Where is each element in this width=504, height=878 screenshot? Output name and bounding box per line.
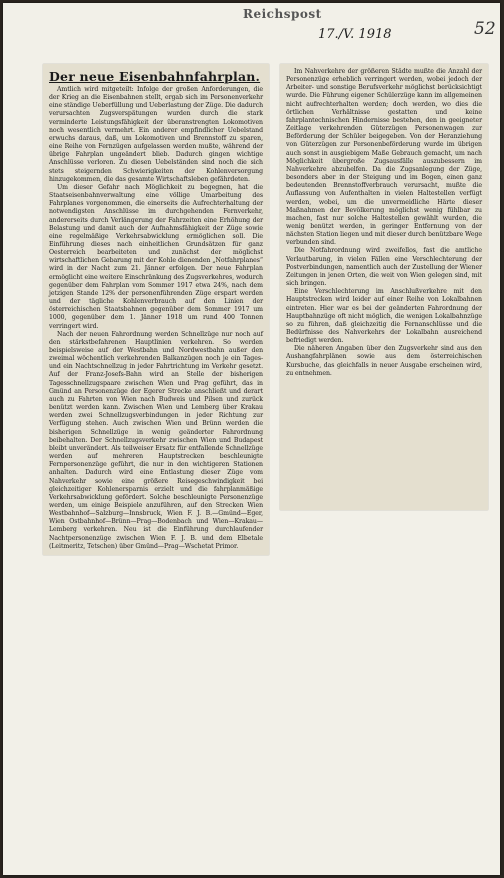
article-paragraph: Die Notfahrordnung wird zweifellos, fast die amtliche Verlautbarung, in vielen Fällen eine Verschlechterung der Postverbindungen, namentlich auch der Zustellung der Wiener Zeitungen in jenen Orten, die weit von Wien gelegen sind, mit sich bringen. <box>286 247 482 288</box>
article-paragraph: Amtlich wird mitgeteilt: Infolge der großen Anforderungen, die der Krieg an die Eisenbahnen stellt, ergab sich im Personenverkehr eine ständige Ueberfüllung und Ueberlastung der Züge. Die dadurch verursachten Zugsverspätungen wurden durch die stark verminderte Leistungsfähigkeit der überanstrengten Lokomotiven noch wesentlich vermehrt. Ein anderer empfindlicher Uebelstand erwuchs daraus, daß, um Lokomotiven und Brennstoff zu sparen, eine Reihe von Fernzügen aufgelassen werden mußte, während der übrige Fahrplan ungeändert blieb. Dadurch gingen wichtige Anschlüsse verloren. Zu diesen Uebelständen sind noch die sich stets steigernden Schwierigkeiten der Kohlenversorgung hinzugekommen, die das gesamte Wirtschaftsleben gefährdeten. <box>49 86 263 183</box>
article-paragraph: Im Nahverkehre der größeren Städte mußte die Anzahl der Personenzüge erheblich verringert werden, wobei jedoch der Arbeiter- und sonstige Berufsverkehr möglichst berücksichtigt wurde. Die Führung eigener Schülerzüge kann im allgemeinen nicht aufrechterhalten werden; doch werden, wo dies die örtlichen Verhältnisse gestatten und keine fahrplantechnischen Hindernisse bestehen, den in geeigneter Zeitlage verkehrenden Güterzügen Personenwagen zur Beförderung der Schüler beigegeben. Von der Heranziehung von Güterzügen zur Personenbeförderung wurde im übrigen auch sonst in ausgiebigem Maße Gebrauch gemacht, um nach Möglichkeit übergroße Zugsausfälle auszubessern im Nahverkehre abzuhelfen. Da die Zugsanlegung der Züge, besonders aber in der Steigung und im Bogen, einen ganz bedeutenden Brennstoffverbrauch verursacht, mußte die Auflassung von Aufenthalten in vielen Haltestellen verfügt werden, wobei, um die unvermeidliche Härte dieser Maßnahmen der Bevölkerung möglichst wenig fühlbar zu machen, fast nur solche Haltestellen gewählt wurden, die wenig benützt werden, in geringer Entfernung von der nächsten Station liegen und mit dieser durch benützbare Wege verbunden sind. <box>286 68 482 247</box>
newspaper-clipping-continuation <box>280 64 488 510</box>
newspaper-clipping-main <box>43 64 269 555</box>
article-headline: Der neue Eisenbahnfahrplan. <box>49 69 261 84</box>
article-paragraph: Die näheren Angaben über den Zugsverkehr sind aus den Aushangfahrplänen sowie aus dem österreichischen Kursbuche, das gleichfalls in neuer Ausgabe erscheinen wird, zu entnehmen. <box>286 345 482 377</box>
article-paragraph: Nach der neuen Fahrordnung werden Schnellzüge nur noch auf den stärkstbefahrenen Hauptlinien verkehren. So werden beispielsweise auf der Westbahn und Nordwestbahn außer den zweimal wöchentlich verkehrenden Balkanzügen noch je ein Tages- und ein Nachtschnellzug in jeder Fahrtrichtung im Verkehr gesetzt. Auf der Franz-Josefs-Bahn wird an Stelle der bisherigen Tagesschnellzugspaare zwischen Wien und Prag geführt, das in Gmünd an Personenzüge der Egerer Strecke anschließt und derart auch zu Fahrten von Wien nach Budweis und Pilsen und zurück benützt werden kann. Zwischen Wien und Lemberg über Krakau werden zwei Schnellzugsverbindungen in jeder Richtung zur Verfügung stehen. Auch zwischen Wien und Brünn werden die bisherigen Schnellzüge in wenig geänderter Fahrordnung beibehalten. Der Schnellzugsverkehr zwischen Wien und Budapest bleibt unverändert. Als teilweiser Ersatz für entfallende Schnellzüge werden auf mehreren Hauptstrecken beschleunigte Fernpersonenzüge geführt, die nur in den wichtigeren Stationen anhalten. Dadurch wird eine Entlastung dieser Züge vom Nahverkehr sowie eine größere Reisegeschwindigkeit bei gleichzeitiger Kohlenersparnis erzielt und die fahrplanmäßige Verkehrsabwicklung gefördert. Solche beschleunigte Personenzüge werden, um einige Beispiele anzuführen, auf den Strecken Wien Westbahnhof—Salzburg—Innsbruck, Wien F. J. B.—Gmünd—Eger, Wien Ostbahnhof—Brünn—Prag—Bodenbach und Wien—Krakau—Lemberg verkehren. Neu ist die Einführung durchlaufender Nachtpersonenzüge zwischen Wien F. J. B. und dem Elbetale (Leitmeritz, Tetschen) über Gmünd—Prag—Wschetat Primor. <box>49 330 263 550</box>
newspaper-masthead: Reichspost <box>243 7 322 21</box>
handwritten-date: 17./V. 1918 <box>318 27 392 42</box>
handwritten-page-number: 52 <box>474 19 496 39</box>
article-paragraph: Um dieser Gefahr nach Möglichkeit zu begegnen, hat die Staatseisenbahnverwaltung eine völlige Umarbeitung des Fahrplanes vorgenommen, die einerseits die Aufrechterhaltung der notwendigsten Anschlüsse im durchgehenden Fernverkehr, andererseits durch Verlängerung der Fahrzeiten eine Erhöhung der Belastung und damit auch der Aufnahmsfähigkeit der Züge sowie eine regelmäßige Verkehrsabwicklung ermöglichen soll. Die Einführung dieses nach einheitlichen Grundsätzen für ganz Oesterreich bearbeiteten und zunächst der möglichst wirtschaftlichen Gebarung mit der Kohle dienenden „Notfahrplanes“ wird in der Nacht zum 21. Jänner erfolgen. Der neue Fahrplan ermöglicht eine weitere Einschränkung des Zugsverkehres, wodurch gegenüber dem Fahrplan vom Sommer 1917 etwa 24%, nach dem jetzigen Stande 12% der personenführenden Züge erspart werden und der tägliche Kohlenverbrauch auf den Linien der österreichischen Staatsbahnen gegenüber dem Sommer 1917 um 1000, gegenüber dem 1. Jänner 1918 um rund 400 Tonnen verringert wird. <box>49 183 263 330</box>
article-paragraph: Eine Verschlechterung im Anschlußverkehre mit den Hauptstrecken wird leider auf einer Reihe von Lokalbahnen eintreten. Hier war es bei der geänderten Fahrordnung der Hauptbahnzüge oft nicht möglich, die wenigen Lokalbahnzüge so zu führen, daß gleichzeitig die Fernanschlüsse und die Bedürfnisse des Nahverkehrs der Lokalbahn ausreichend befriedigt werden. <box>286 288 482 345</box>
